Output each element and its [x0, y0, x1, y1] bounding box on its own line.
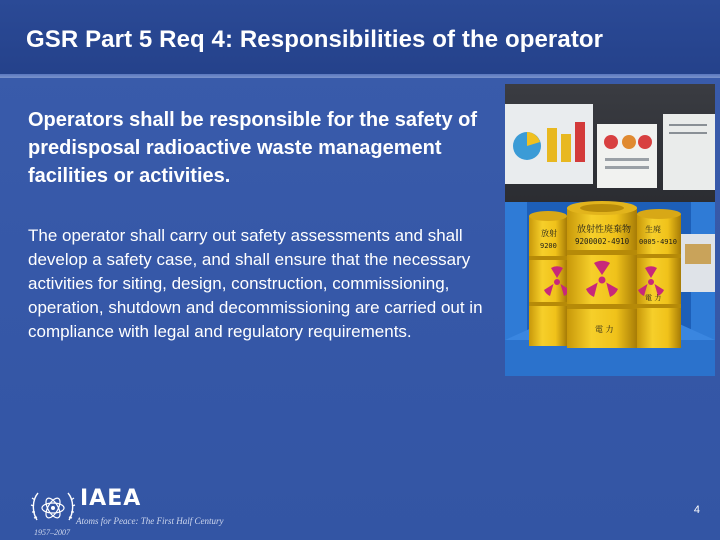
iaea-years: 1957–2007: [34, 528, 70, 537]
waste-drums-illustration: [505, 84, 715, 376]
drum-bottom-label-middle: 電 力: [595, 325, 614, 334]
drum-code-left: 9200: [540, 242, 557, 250]
iaea-emblem-icon: [28, 486, 78, 532]
drum-code-right: 0005-4910: [639, 238, 677, 246]
page-number: 4: [693, 504, 700, 516]
body-paragraph: The operator shall carry out safety assessments and shall develop a safety case, and shall ensure that the necessary activities for siting, design, construction, commissioning, operation, shutdown and decommissioning are carried out in compliance with legal and regulatory requirements.: [28, 226, 483, 341]
drum-label-middle: 放射性廃棄物: [577, 225, 632, 235]
waste-drum-right: [637, 214, 681, 348]
drum-label-right: 生廃: [645, 225, 661, 234]
wall-poster-middle: [597, 124, 657, 188]
iaea-logo: [28, 484, 228, 536]
lead-statement: Operators shall be responsible for the safety of predisposal radioactive waste management facilities or activities.: [28, 109, 478, 187]
drum-label-left: 放射: [541, 229, 557, 238]
iaea-tagline: Atoms for Peace: The First Half Century: [76, 516, 224, 526]
iaea-wordmark: IAEA: [80, 486, 142, 511]
waste-drums-photo: [505, 84, 715, 376]
drum-code-middle: 9200002-4910: [575, 237, 630, 246]
drum-bottom-label-right: 電 力: [645, 294, 662, 302]
slide-title: GSR Part 5 Req 4: Responsibilities of the operator: [26, 26, 604, 53]
title-bar: [0, 0, 720, 78]
